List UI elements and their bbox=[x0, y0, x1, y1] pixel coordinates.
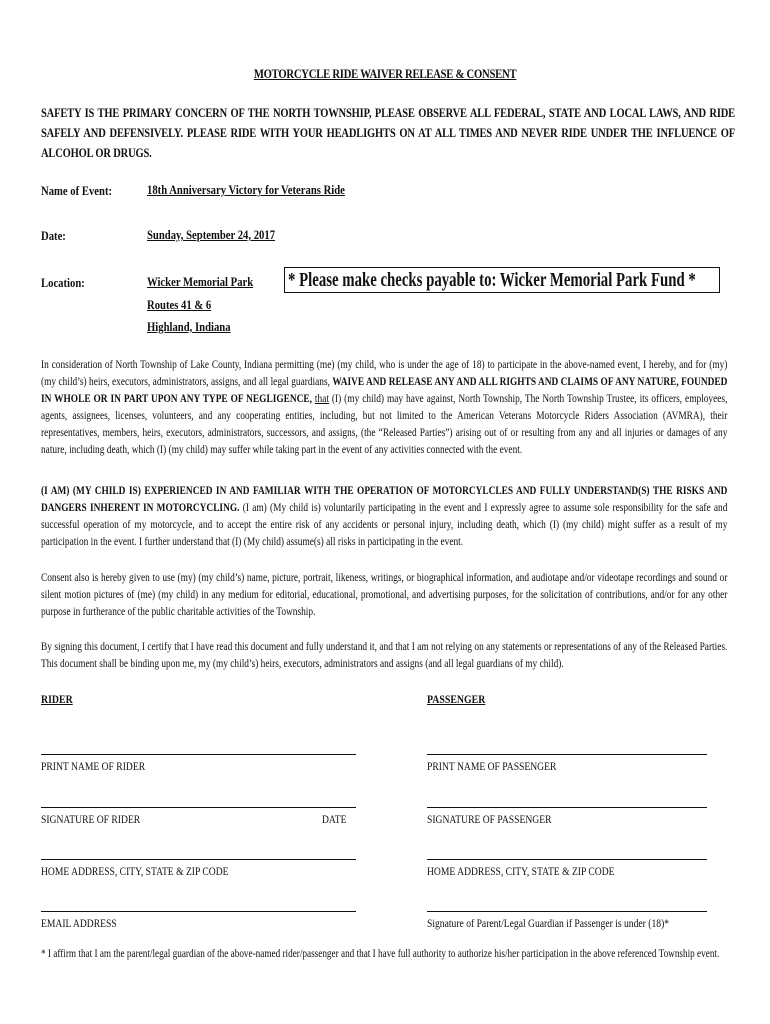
guardian-signature-label: Signature of Parent/Legal Guardian if Passenger is under (18)* bbox=[427, 916, 670, 930]
release-text-body: (I) (my child) may have against, North Township, The North Township Trustee, its officers, employees, agents, assignees, licenses, volunteers, and any cooperating entities, including, but not limited to the American Veterans Motorcycle Riders Association (AVMRA), their representatives, members, heirs, executors, administrators, successors, and assigns, (the “Released Parties”) arising out of or resulting from any and all injuries or damages of any nature, including death, which (I) (my child) may suffer while taking part in the event of any activities connected with the event. bbox=[41, 391, 728, 456]
event-location-line1: Wicker Memorial Park bbox=[147, 274, 254, 289]
rider-email-line[interactable] bbox=[41, 911, 356, 912]
rider-signature-label: SIGNATURE OF RIDER bbox=[41, 812, 141, 826]
risk-text-heading: (I AM) (MY CHILD IS) EXPERIENCED IN AND FAMILIAR WITH THE OPERATION OF MOTORCYLCLES AND FULLY UNDERSTAND(S) THE RISKS AND DANGERS INHERENT IN MOTORCYCLING. bbox=[41, 483, 728, 514]
rider-print-name-label: PRINT NAME OF RIDER bbox=[41, 759, 146, 773]
event-date-label: Date: bbox=[41, 228, 66, 243]
event-name-value: 18th Anniversary Victory for Veterans Ride bbox=[147, 182, 345, 197]
certification-paragraph: By signing this document, I certify that I have read this document and fully understand it, and that I am not relying on any statements or representations of any of the Released Parties. This document shall be binding upon me, my (my child’s) heirs, executors, administrators and assigns (and all legal guardians of my child). bbox=[41, 639, 728, 670]
guardian-footnote: * I affirm that I am the parent/legal guardian of the above-named rider/passenger and that I have full authority to authorize his/her participation in the above referenced Township event. bbox=[41, 948, 720, 960]
event-date-value: Sunday, September 24, 2017 bbox=[147, 227, 276, 242]
rider-address-label: HOME ADDRESS, CITY, STATE & ZIP CODE bbox=[41, 864, 229, 878]
passenger-address-label: HOME ADDRESS, CITY, STATE & ZIP CODE bbox=[427, 864, 615, 878]
passenger-heading: PASSENGER bbox=[427, 692, 486, 706]
event-location-line2: Routes 41 & 6 bbox=[147, 297, 212, 312]
rider-heading: RIDER bbox=[41, 692, 73, 706]
release-paragraph bbox=[41, 356, 727, 458]
consent-paragraph: Consent also is hereby given to use (my) (my child’s) name, picture, portrait, likeness, writings, or biographical information, and audiotape and/or videotape recordings and sound or silent motion pictures of (me) (my child) in any medium for editorial, educational, promotional, and advertising purposes, for the solicitation of contributions, and/or for any other purpose in furtherance of the public charitable activities of the Township. bbox=[41, 570, 728, 618]
release-text-that: that bbox=[314, 391, 329, 405]
event-location-line3: Highland, Indiana bbox=[147, 319, 231, 334]
checks-payable-box bbox=[284, 267, 720, 293]
rider-signature-line[interactable] bbox=[41, 807, 356, 808]
rider-date-label: DATE bbox=[322, 812, 347, 826]
document-title: MOTORCYCLE RIDE WAIVER RELEASE & CONSENT bbox=[253, 66, 517, 81]
guardian-signature-line[interactable] bbox=[427, 911, 707, 912]
passenger-address-line[interactable] bbox=[427, 859, 707, 860]
risk-paragraph bbox=[41, 482, 727, 550]
event-location-label: Location: bbox=[41, 275, 85, 290]
release-text-intro: In consideration of North Township of Lake County, Indiana permitting (me) (my child, who is under the age of 18) to participate in the above-named event, I hereby, and for (my) (my child’s) heirs, executors, administrators, assigns, and all legal guardians, bbox=[41, 357, 728, 388]
rider-print-name-line[interactable] bbox=[41, 754, 356, 755]
passenger-signature-label: SIGNATURE OF PASSENGER bbox=[427, 812, 552, 826]
safety-notice: SAFETY IS THE PRIMARY CONCERN OF THE NORTH TOWNSHIP, PLEASE OBSERVE ALL FEDERAL, STATE AND LOCAL LAWS, AND RIDE SAFELY AND DEFENSIVELY. PLEASE RIDE WITH YOUR HEADLIGHTS ON AT ALL TIMES AND NEVER RIDE UNDER THE INFLUENCE OF ALCOHOL OR DRUGS. bbox=[41, 105, 736, 160]
checks-payable-text: * Please make checks payable to: Wicker Memorial Park Fund * bbox=[288, 269, 696, 291]
passenger-print-name-label: PRINT NAME OF PASSENGER bbox=[427, 759, 557, 773]
passenger-print-name-line[interactable] bbox=[427, 754, 707, 755]
risk-text-body: (I am) (My child is) voluntarily participating in the event and I expressly agree to assume sole responsibility for the safe and successful operation of my motorcycle, and to accept the entire risk of any accidents or personal injury, including death, which (I) (my child) might suffer as a result of my participation in the event. I further understand that (I) (My child) assume(s) all risks in participating in the event. bbox=[41, 500, 728, 548]
passenger-signature-line[interactable] bbox=[427, 807, 707, 808]
release-text-waiver: WAIVE AND RELEASE ANY AND ALL RIGHTS AND CLAIMS OF ANY NATURE, FOUNDED IN WHOLE OR IN PART UPON ANY TYPE OF NEGLIGENCE, bbox=[41, 374, 728, 405]
event-name-label: Name of Event: bbox=[41, 183, 113, 198]
rider-address-line[interactable] bbox=[41, 859, 356, 860]
rider-email-label: EMAIL ADDRESS bbox=[41, 916, 117, 930]
